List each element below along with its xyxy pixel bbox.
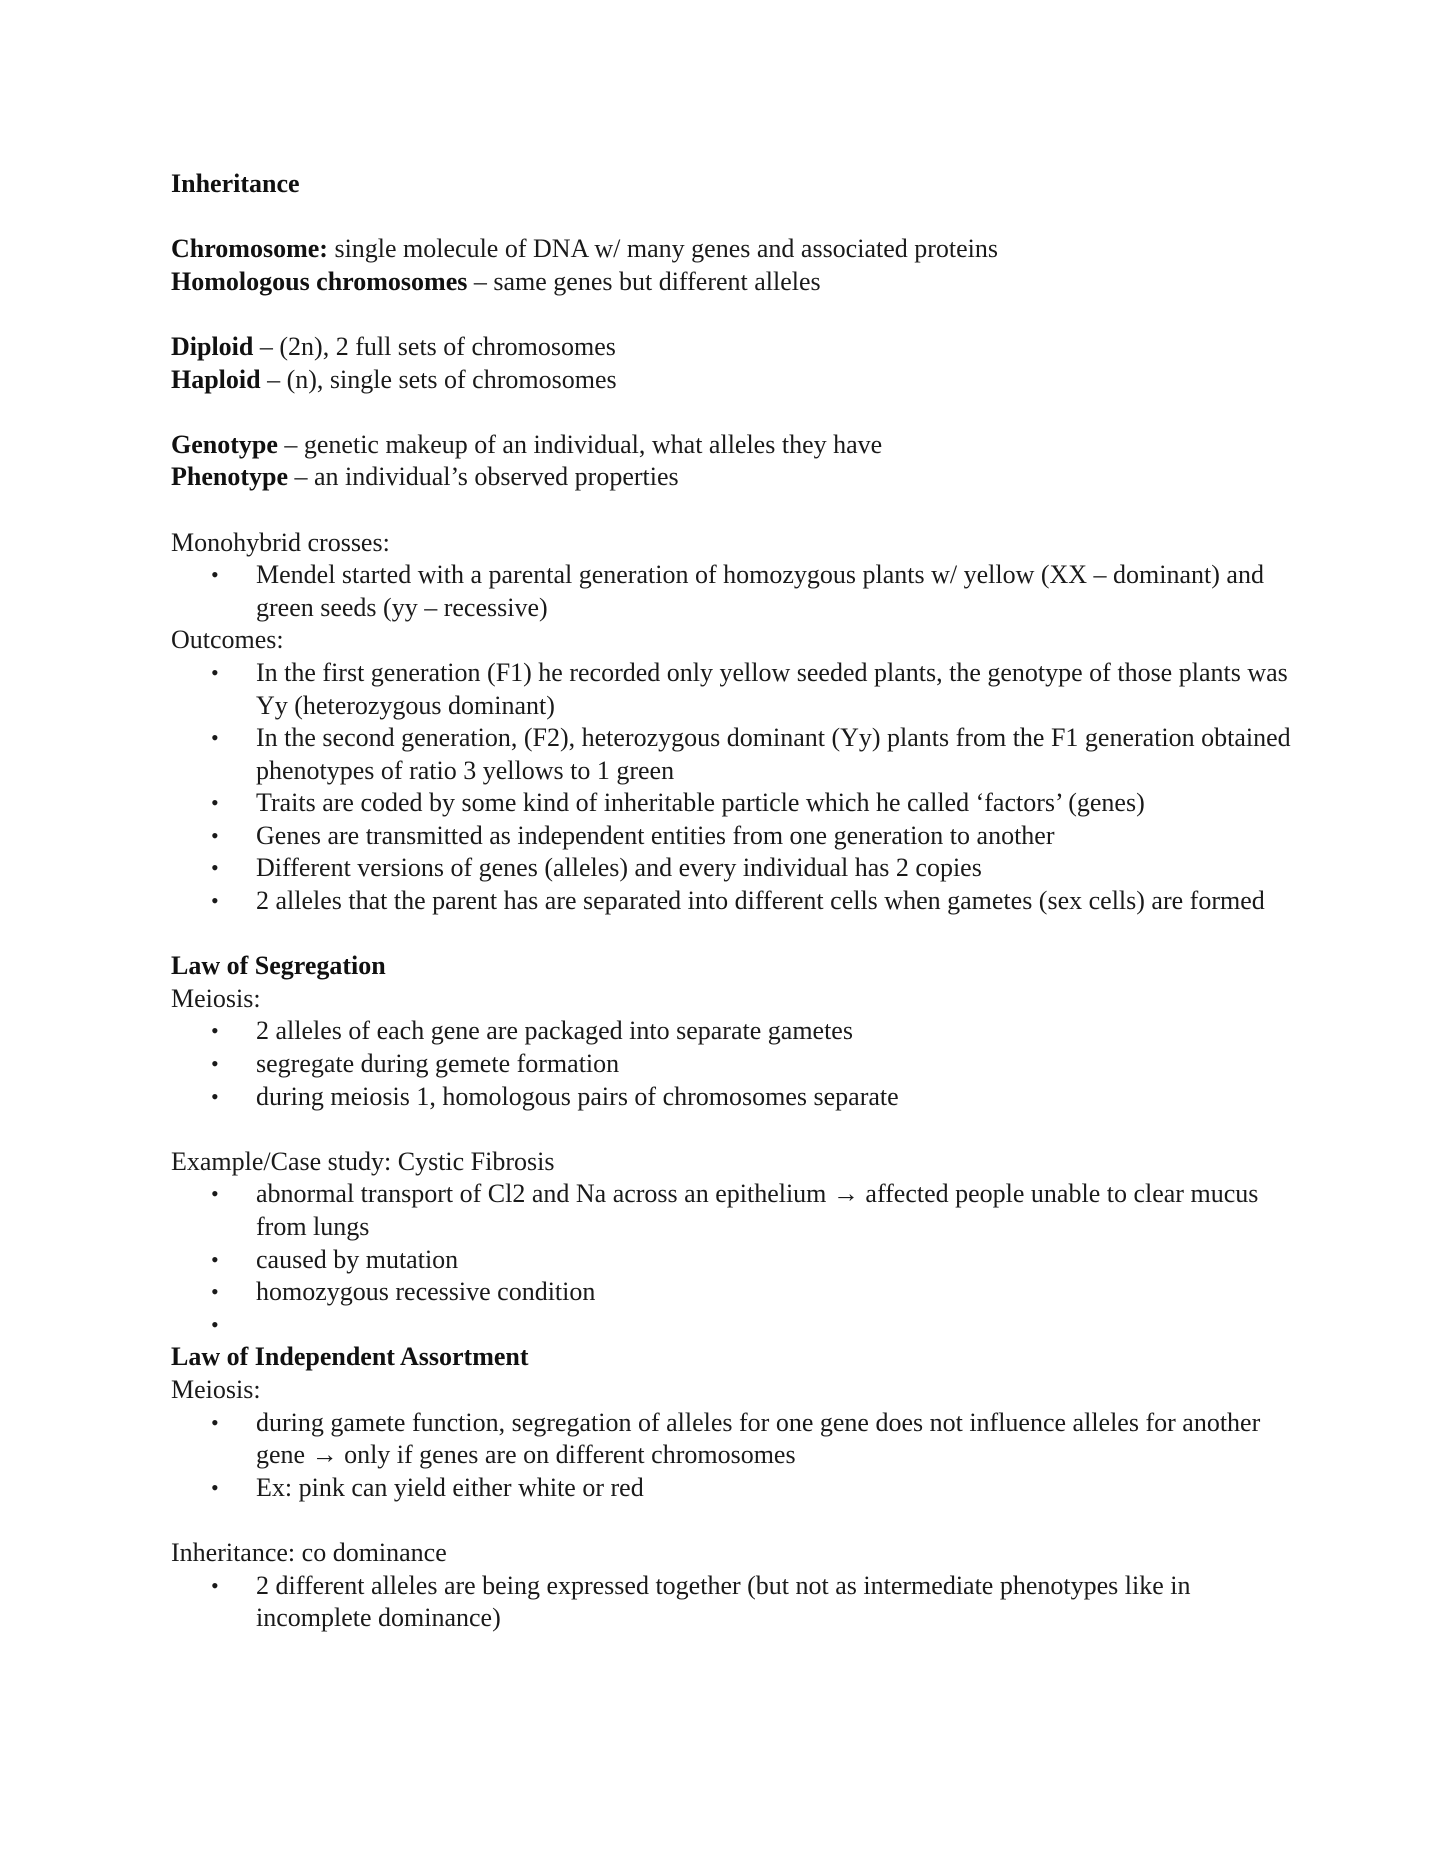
list-item-text: Genes are transmitted as independent entities from one generation to another bbox=[256, 820, 1055, 850]
list-item-text: Mendel started with a parental generation of homozygous plants w/ yellow (XX – dominant) and green seeds (yy – recessive) bbox=[256, 560, 1264, 622]
list-item-text: during meiosis 1, homologous pairs of chromosomes separate bbox=[256, 1081, 899, 1111]
outcomes-heading: Outcomes: bbox=[171, 625, 284, 655]
definition-term: Diploid bbox=[171, 331, 254, 361]
list-item-text: Different versions of genes (alleles) and every individual has 2 copies bbox=[256, 853, 982, 883]
definition-text: – (n), single sets of chromosomes bbox=[260, 364, 617, 394]
definition-text: – (2n), 2 full sets of chromosomes bbox=[253, 331, 616, 361]
spacer bbox=[171, 918, 1301, 951]
list-item-text: 2 different alleles are being expressed together (but not as intermediate phenotypes like in incomplete dominance) bbox=[256, 1570, 1191, 1633]
list-item bbox=[171, 885, 1301, 918]
definition-term: Haploid bbox=[171, 364, 261, 394]
definition-text: – an individual’s observed properties bbox=[288, 462, 679, 492]
spacer bbox=[171, 1113, 1301, 1146]
list-item bbox=[171, 1015, 1301, 1048]
list-item bbox=[171, 722, 1301, 787]
list-item-text: homozygous recessive condition bbox=[256, 1277, 596, 1307]
bullet-icon: • bbox=[211, 1083, 219, 1109]
bullet-icon: • bbox=[211, 659, 219, 685]
list-item bbox=[171, 820, 1301, 853]
definition-haploid bbox=[171, 364, 1301, 397]
list-item bbox=[171, 1081, 1301, 1114]
spacer bbox=[171, 298, 1301, 331]
bullet-icon: • bbox=[211, 725, 219, 751]
spacer bbox=[171, 494, 1301, 527]
definition-term: Homologous chromosomes bbox=[171, 266, 468, 296]
codominance-heading: Inheritance: co dominance bbox=[171, 1537, 447, 1567]
list-item-text: 2 alleles of each gene are packaged into separate gametes bbox=[256, 1016, 853, 1046]
definition-chromosome bbox=[171, 233, 1301, 266]
list-item bbox=[171, 1407, 1301, 1472]
bullet-icon: • bbox=[211, 1572, 219, 1598]
codominance-list bbox=[171, 1570, 1301, 1635]
outcomes-list bbox=[171, 657, 1301, 918]
list-item bbox=[171, 1309, 1301, 1342]
definition-term: Phenotype bbox=[171, 462, 288, 492]
list-item-text bbox=[256, 1309, 1301, 1342]
list-item bbox=[171, 1570, 1301, 1635]
bullet-icon: • bbox=[211, 1279, 219, 1305]
case-study-heading: Example/Case study: Cystic Fibrosis bbox=[171, 1146, 555, 1176]
independent-assortment-list bbox=[171, 1407, 1301, 1505]
list-item-text: In the second generation, (F2), heterozygous dominant (Yy) plants from the F1 generation obtained phenotypes of ratio 3 yellows to 1 green bbox=[256, 723, 1291, 785]
bullet-icon: • bbox=[211, 790, 219, 816]
bullet-icon: • bbox=[211, 888, 219, 914]
list-item bbox=[171, 852, 1301, 885]
bullet-icon: • bbox=[211, 562, 219, 588]
list-item-text: 2 alleles that the parent has are separated into different cells when gametes (sex cells) are formed bbox=[256, 886, 1265, 916]
list-item bbox=[171, 1472, 1301, 1505]
definition-genotype bbox=[171, 429, 1301, 462]
document-title: Inheritance bbox=[171, 169, 300, 198]
document-page bbox=[171, 168, 1301, 1635]
bullet-icon: • bbox=[211, 1018, 219, 1044]
spacer bbox=[171, 201, 1301, 234]
list-item bbox=[171, 1048, 1301, 1081]
list-item bbox=[171, 1244, 1301, 1277]
definition-term: Chromosome: bbox=[171, 234, 328, 264]
list-item bbox=[171, 787, 1301, 820]
definition-diploid bbox=[171, 331, 1301, 364]
list-item-text: caused by mutation bbox=[256, 1244, 459, 1274]
segregation-subheading: Meiosis: bbox=[171, 983, 261, 1013]
list-item-text: abnormal transport of Cl2 and Na across an epithelium → affected people unable to clear mucus from lungs bbox=[256, 1179, 1259, 1241]
list-item-text: during gamete function, segregation of alleles for one gene does not influence alleles for another gene → only if genes are on different chromosomes bbox=[256, 1407, 1261, 1470]
monohybrid-list bbox=[171, 559, 1301, 624]
bullet-icon: • bbox=[211, 1311, 219, 1337]
definition-homologous-chromosomes bbox=[171, 266, 1301, 299]
bullet-icon: • bbox=[211, 822, 219, 848]
definition-text: – genetic makeup of an individual, what alleles they have bbox=[277, 429, 883, 459]
independent-assortment-subheading: Meiosis: bbox=[171, 1374, 261, 1404]
bullet-icon: • bbox=[211, 855, 219, 881]
case-study-list bbox=[171, 1178, 1301, 1341]
bullet-icon: • bbox=[211, 1181, 219, 1207]
bullet-icon: • bbox=[211, 1246, 219, 1272]
definition-text: single molecule of DNA w/ many genes and associated proteins bbox=[327, 234, 999, 264]
definition-phenotype bbox=[171, 461, 1301, 494]
list-item-text: In the first generation (F1) he recorded only yellow seeded plants, the genotype of those plants was Yy (heterozygous dominant) bbox=[256, 657, 1288, 720]
list-item bbox=[171, 1276, 1301, 1309]
spacer bbox=[171, 1504, 1301, 1537]
definition-term: Genotype bbox=[171, 429, 278, 459]
definition-text: – same genes but different alleles bbox=[467, 266, 821, 296]
list-item bbox=[171, 1178, 1301, 1243]
list-item bbox=[171, 559, 1301, 624]
monohybrid-heading: Monohybrid crosses: bbox=[171, 527, 390, 557]
spacer bbox=[171, 396, 1301, 429]
bullet-icon: • bbox=[211, 1051, 219, 1077]
list-item-text: segregate during gemete formation bbox=[256, 1049, 620, 1079]
list-item-text: Ex: pink can yield either white or red bbox=[256, 1472, 644, 1502]
segregation-list bbox=[171, 1015, 1301, 1113]
bullet-icon: • bbox=[211, 1409, 219, 1435]
list-item-text: Traits are coded by some kind of inheritable particle which he called ‘factors’ (genes) bbox=[256, 788, 1145, 818]
segregation-heading: Law of Segregation bbox=[171, 951, 386, 981]
bullet-icon: • bbox=[211, 1474, 219, 1500]
list-item bbox=[171, 657, 1301, 722]
independent-assortment-heading: Law of Independent Assortment bbox=[171, 1342, 529, 1372]
